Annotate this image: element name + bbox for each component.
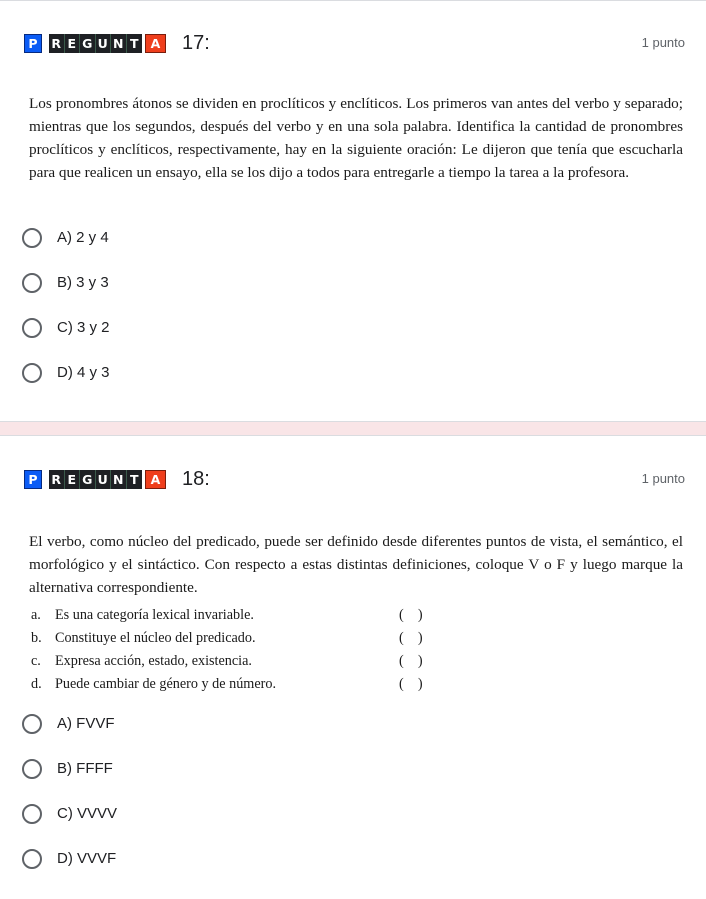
question-prompt: El verbo, como núcleo del predicado, puede ser definido desde diferentes puntos de vista, el semántico, el morfológico y el sintáctico. Con respecto a estas distintas definiciones, coloque V o F y luego marque la alternativa correspondiente. <box>29 533 683 596</box>
statement-blank: ( ) <box>399 607 423 623</box>
statement-letter: b. <box>31 630 42 646</box>
points-label: 1 punto <box>641 35 685 50</box>
option-label: C) VVVV <box>57 805 118 822</box>
option-d[interactable] <box>22 350 110 395</box>
option-label: A) FVVF <box>57 715 115 732</box>
question-prompt: Los pronombres átonos se dividen en proclíticos y enclíticos. Los primeros van antes del verbo y separado; mientras que los segundos, después del verbo y en una sola palabra. Identifica la cantidad de pronombres proclíticos y enclíticos, respectivamente, hay en la siguiente oración: Le dijeron que tenía que escucharla para que realicen un ensayo, ella se los dijo a todos para entregarle a tiempo la tarea a la profesora. <box>29 95 683 181</box>
radio-button-icon[interactable] <box>22 318 42 338</box>
option-label: D) VVVF <box>57 850 117 867</box>
statement-letter: c. <box>31 653 41 669</box>
option-a[interactable] <box>22 215 110 260</box>
statement-blank: ( ) <box>399 676 423 692</box>
tile-e: E <box>65 34 81 53</box>
radio-button-icon[interactable] <box>22 363 42 383</box>
tile-t: T <box>129 471 139 487</box>
radio-button-icon[interactable] <box>22 849 42 869</box>
statement-letter: d. <box>31 676 42 692</box>
question-card-17 <box>0 0 706 421</box>
option-label: C) 3 y 2 <box>57 319 110 336</box>
tile-group-dark <box>49 470 142 489</box>
tile-u: U <box>96 470 112 489</box>
statement-text: Puede cambiar de género y de número. <box>55 676 277 692</box>
statement-blank: ( ) <box>399 653 423 669</box>
tile-a: A <box>145 470 166 489</box>
pregunta-tiles <box>24 470 166 489</box>
radio-button-icon[interactable] <box>22 759 42 779</box>
question-header <box>24 469 210 489</box>
tile-r: R <box>49 34 65 53</box>
statement-blank: ( ) <box>399 630 423 646</box>
question-number: 17: <box>182 31 210 54</box>
radio-button-icon[interactable] <box>22 804 42 824</box>
tile-t: T <box>129 35 139 51</box>
statement-row <box>31 650 441 673</box>
statement-text: Expresa acción, estado, existencia. <box>55 653 252 669</box>
tile-u: U <box>96 34 112 53</box>
option-b[interactable] <box>22 746 117 791</box>
statement-row <box>31 673 441 696</box>
pregunta-tiles <box>24 34 166 53</box>
question-header <box>24 33 210 53</box>
statement-row <box>31 604 441 627</box>
option-c[interactable] <box>22 305 110 350</box>
tile-p: P <box>24 470 42 489</box>
tile-n: N <box>111 470 127 489</box>
option-b[interactable] <box>22 260 110 305</box>
option-label: B) FFFF <box>57 760 113 777</box>
question-separator <box>0 421 706 436</box>
option-label: B) 3 y 3 <box>57 274 109 291</box>
radio-button-icon[interactable] <box>22 714 42 734</box>
option-label: D) 4 y 3 <box>57 364 110 381</box>
tile-g: G <box>80 34 96 53</box>
tile-n: N <box>111 34 127 53</box>
tile-group-dark <box>49 34 142 53</box>
radio-button-icon[interactable] <box>22 273 42 293</box>
question-card-18 <box>0 436 706 899</box>
radio-button-icon[interactable] <box>22 228 42 248</box>
option-a[interactable] <box>22 701 117 746</box>
option-d[interactable] <box>22 836 117 881</box>
statement-list <box>31 604 441 696</box>
statement-text: Constituye el núcleo del predicado. <box>55 630 256 646</box>
tile-g: G <box>80 470 96 489</box>
tile-r: R <box>49 470 65 489</box>
tile-a: A <box>145 34 166 53</box>
statement-letter: a. <box>31 607 41 623</box>
tile-e: E <box>65 470 81 489</box>
tile-p: P <box>24 34 42 53</box>
options-group <box>22 701 117 881</box>
points-label: 1 punto <box>641 471 685 486</box>
statement-row <box>31 627 441 650</box>
question-number: 18: <box>182 467 210 490</box>
options-group <box>22 215 110 395</box>
option-c[interactable] <box>22 791 117 836</box>
statement-text: Es una categoría lexical invariable. <box>55 607 254 623</box>
option-label: A) 2 y 4 <box>57 229 109 246</box>
